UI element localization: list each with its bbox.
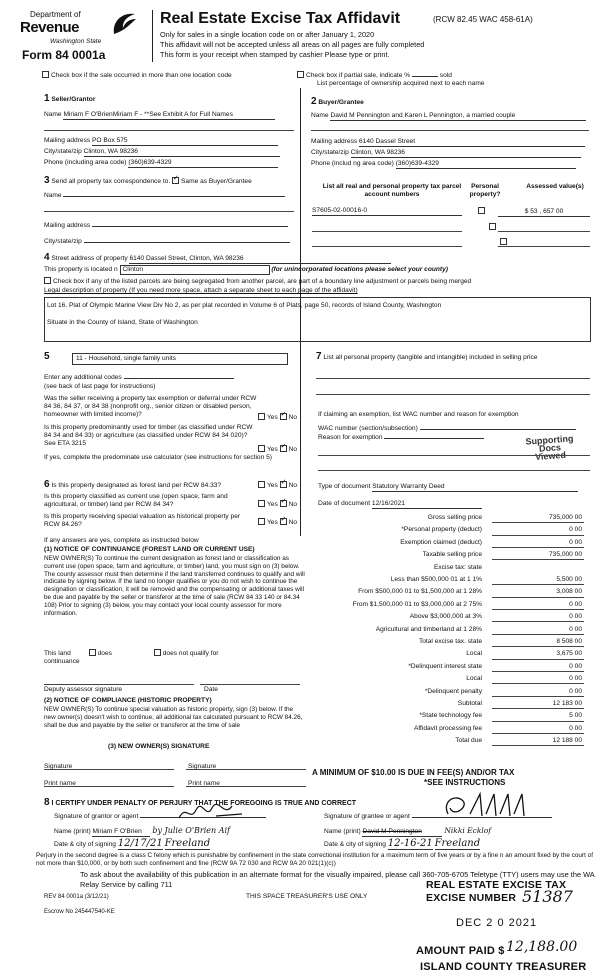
s3-city-field[interactable] — [84, 242, 290, 243]
tax-row-label: Above $3,000,000 at 3% — [409, 613, 482, 621]
stamp-date: DEC 2 0 2021 — [456, 917, 538, 929]
buyer-name[interactable]: David M Pennington and Karen L Pennington, a married couple — [330, 112, 586, 121]
header-line-2: This affidavit will not be accepted unless all areas on all pages are fully completed — [160, 40, 425, 49]
tax-row — [318, 613, 590, 625]
escrow-number: Escrow No 245447540-KE — [44, 909, 115, 915]
tax-row-label: Less than $500,000 01 at 1 1% — [390, 576, 482, 583]
tax-row-value[interactable]: 5,500 00 — [492, 576, 584, 585]
tax-row-label: Taxable selling price — [422, 551, 482, 559]
buyer-phone[interactable]: (360)639-4329 — [396, 160, 576, 169]
deputy-date-line[interactable] — [200, 684, 300, 685]
form-number: Form 84 0001a — [22, 48, 106, 62]
tax-row — [318, 576, 590, 588]
tax-correspondence-row: 3 Send all property tax correspondence to. ✓ Same as Buyer/Grantee — [44, 175, 252, 188]
tax-row — [318, 526, 590, 538]
legal-line-2: Situate in the County of Island, State of Washington — [47, 319, 198, 326]
location-row: This property is located n Clinton (for unincorporated locations please select your county) — [44, 265, 448, 275]
grantor-name-handwritten: by Julie O'Brien Aif — [152, 826, 231, 835]
buyer-mail-row: Mailing address 6140 Dassel Street — [311, 138, 585, 147]
notice-compliance-title: (2) NOTICE OF COMPLIANCE (HISTORIC PROPERTY) — [44, 697, 212, 704]
document-date[interactable]: 12/16/2021 — [372, 500, 482, 509]
minimum-due-note: A MINIMUM OF $10.00 IS DUE IN FEE(S) AND/OR TAX — [312, 768, 515, 777]
tax-row-label: *State technology fee — [419, 712, 482, 720]
header-line-1: Only for sales in a single location code on or after January 1, 2020 — [160, 30, 375, 39]
sold-label: sold — [439, 72, 452, 79]
seller-mail-row: Mailing address PO Box 575 — [44, 137, 278, 146]
grantor-date[interactable]: 12/17/21 — [117, 838, 163, 849]
parcel-number[interactable]: S7605-02-00016-0 — [312, 207, 462, 216]
logo-state: Washington State — [50, 38, 102, 45]
owner-signature-label-2: Signature — [188, 763, 217, 770]
wac-row: WAC number (section/subsection) — [318, 425, 576, 433]
assessed-row-1 — [498, 208, 590, 217]
certify-statement: 8 I CERTIFY UNDER PENALTY OF PERJURY THAT THE FOREGOING IS TRUE AND CORRECT — [44, 797, 357, 808]
grantor-name[interactable]: Miriam F O'Brien — [92, 828, 150, 837]
unincorporated-note: (for unincorporated locations please select your county) — [271, 266, 448, 273]
tax-row-value[interactable]: 12 183 00 — [492, 700, 584, 709]
segregated-checkbox[interactable] — [44, 277, 51, 284]
tax-row-value[interactable]: 0 00 — [492, 626, 584, 635]
parcel-row-1 — [312, 207, 462, 216]
tax-row-value[interactable]: 735,000 00 — [492, 514, 584, 523]
personal-property-checkbox-1[interactable] — [478, 207, 485, 214]
amount-paid-label: AMOUNT PAID $ — [416, 945, 505, 957]
document-date-row: Date of document 12/16/2021 — [318, 500, 482, 509]
supporting-docs-stamp: Supporting Docs Viewed — [525, 433, 574, 463]
partial-sale-checkbox[interactable] — [297, 71, 304, 78]
buyer-name-row: Name David M Pennington and Karen L Pennington, a married couple — [311, 112, 586, 121]
s6-question-1: 6 Is this property designated as forest land per RCW 84.33? — [44, 479, 222, 490]
seller-phone-row: Phone (including area code) (360)639-4329 — [44, 159, 278, 168]
tax-row-value[interactable]: 12 188 00 — [492, 737, 584, 746]
seller-heading: 1 Seller/Grantor — [44, 93, 96, 104]
parcel-row-2[interactable] — [312, 231, 462, 232]
logo-revenue: Revenue — [20, 19, 80, 36]
wac-field[interactable] — [420, 429, 576, 430]
grantee-date-row: Date & city of signing 12-16-21 Freeland — [324, 838, 481, 849]
s6-question-2: Is this property classified as current use (open space, farm and agricultural, or timber) land per RCW 84 34? — [44, 493, 228, 509]
land-use-code[interactable]: 11 - Household, single family units — [72, 353, 288, 365]
multi-location-label: Check box if the sale occurred in more than one location code — [51, 72, 232, 79]
s3-mail-field[interactable] — [92, 226, 288, 227]
tax-row — [318, 700, 590, 712]
s6-q3-yes[interactable] — [258, 518, 265, 525]
personal-col-header: Personal property? — [469, 183, 501, 199]
tax-row-label: Exemption claimed (deduct) — [400, 538, 482, 546]
tax-row-label: Subtotal — [457, 700, 482, 707]
tax-row-label: Local — [466, 675, 482, 683]
tax-row-label: Total due — [455, 737, 482, 745]
treasurer-use-only: THIS SPACE TREASURER'S USE ONLY — [246, 893, 368, 900]
s3-name-line-2 — [44, 211, 294, 212]
notice-compliance-body: NEW OWNER(S) To continue special valuation as historic property, sign (3) below. If the new owner(s) doesn't wish to continue, all additional tax calculated pursuant to RCW 84.26, shall be due and payable by the seller or transferor at the time of sale — [44, 706, 303, 729]
s5-question-2: Is this property predominantly used for timber (as classified under RCW 84 34 and 84 33) or agriculture (as classified under RCW 84 34 020)? See ETA 3215 — [44, 424, 253, 448]
excise-number: 51387 — [522, 887, 573, 906]
multi-location-check[interactable] — [42, 71, 232, 80]
s3-mail-row: Mailing address — [44, 222, 288, 230]
excise-stamp-title: REAL ESTATE EXCISE TAX — [426, 879, 567, 891]
property-street-row: 4 Street address of property 6140 Dassel Street, Clinton, WA 98236 — [44, 252, 391, 265]
s6-question-3: Is this property receiving special valuation as historical property per RCW 84.26? — [44, 513, 241, 529]
amount-paid: 12,188.00 — [506, 939, 578, 955]
tax-row — [318, 564, 590, 576]
tax-row-label: From $1,500,000 01 to $3,000,000 at 2 75% — [352, 600, 482, 608]
s5-q2-answers: Yes ✓ No — [258, 445, 297, 454]
document-type-row: Type of document Statutory Warranty Deed — [318, 483, 578, 492]
tax-row-value[interactable]: 0 00 — [492, 613, 584, 622]
document-type[interactable]: Statutory Warranty Deed — [372, 483, 578, 492]
personal-property-question: 7 List all personal property (tangible and intangible) included in selling price — [316, 351, 538, 362]
continuance-label: continuance — [44, 658, 80, 665]
reason-row: Reason for exemption — [318, 434, 484, 442]
tax-row-value[interactable]: 0 00 — [492, 539, 584, 548]
assessed-row-3[interactable] — [498, 246, 590, 247]
form-revision: REV 84 0001a (3/12/21) — [44, 894, 109, 900]
tax-row — [318, 712, 590, 724]
seller-city-row: City/state/zip Clinton, WA 98236 — [44, 148, 280, 157]
assessed-row-2[interactable] — [498, 231, 590, 232]
seller-city[interactable]: Clinton, WA 98236 — [84, 148, 280, 157]
tax-row — [318, 588, 590, 600]
tax-row — [318, 626, 590, 638]
tax-row-value[interactable]: 3,675 00 — [492, 650, 584, 659]
partial-pct-field[interactable] — [412, 76, 438, 77]
grantor-city[interactable]: Freeland — [164, 838, 211, 849]
tax-row-value[interactable]: 3,008 00 — [492, 588, 584, 597]
grantee-name-row: Name (print) David M Pennington Nikki Ecklof — [324, 826, 491, 837]
grantor-name-row: Name (print) Miriam F O'Brien by Julie O'Brien Aif — [54, 826, 230, 837]
seller-phone[interactable]: (360)639-4329 — [128, 159, 278, 168]
list-pct-note: List percentage of ownership acquired next to each name — [317, 80, 485, 87]
excise-number-label: EXCISE NUMBER — [426, 892, 517, 904]
s5-q1-no[interactable] — [280, 413, 287, 420]
tax-row-label: *Personal property (deduct) — [401, 526, 482, 534]
exemption-note: If claiming an exemption, list WAC number and reason for exemption — [318, 411, 519, 418]
tax-row-value[interactable]: 735,000 00 — [492, 551, 584, 560]
personal-property-line-1[interactable] — [316, 378, 590, 379]
seller-mail[interactable]: PO Box 575 — [92, 137, 278, 146]
owner-print-label-1: Print name — [44, 780, 76, 787]
s6-q1-yes[interactable] — [258, 481, 265, 488]
legal-description-label: Legal description of property (If you need more space, attach a separate sheet to each page of the affidavit) — [44, 287, 358, 294]
personal-property-checkbox-2[interactable] — [489, 223, 496, 230]
same-as-buyer-label: Same as Buyer/Grantee — [181, 178, 252, 185]
segregated-label: Check box if any of the listed parcels are being segregated from another parcel, are part of a boundary line adjustment or parcels being merged — [53, 278, 472, 285]
form-title: Real Estate Excise Tax Affidavit — [160, 10, 401, 27]
s5-question-1: Was the seller receiving a property tax exemption or deferral under RCW 84 36, 84 37, or 84 38 (nonprofit org., senior citizen or disabled person, homeowner with limited income)? — [44, 395, 257, 419]
tax-row-label: Gross selling price — [427, 514, 482, 521]
tax-row-value[interactable]: 0 00 — [492, 526, 584, 535]
owner-print-label-2: Print name — [188, 780, 220, 787]
tax-row-value[interactable]: 8 508 00 — [492, 638, 584, 647]
tax-row-label: Excise tax: state — [433, 563, 482, 571]
s5-q2-note: If yes, complete the predominate use calculator (see instructions for section 5) — [44, 454, 272, 461]
tax-row — [318, 675, 590, 687]
additional-codes-row: Enter any additional codes — [44, 374, 234, 382]
additional-codes-note: (see back of last page for instructions) — [44, 383, 156, 390]
tax-row-label: Total excise tax. state — [418, 638, 482, 645]
reason-line-2[interactable] — [318, 455, 590, 456]
deputy-date-label: Date — [204, 686, 218, 693]
s6-q3-answers: Yes ✓ No — [258, 518, 297, 527]
tax-row-label: Agricultural and timberland at 1 28% — [375, 625, 482, 633]
tax-row — [318, 650, 590, 662]
grantee-signature-scribble — [440, 790, 530, 822]
notice-continuance-body: NEW OWNER(S) To continue the current designation as forest land or classification as current use (open space, farm and agriculture, or timber) land, you must sign on (3) below. The county assessor must then determine if the land transferred continues to qualify and will indicate by signing below. If the land no longer qualifies or you do not wish to continue the designation or classification, it will be removed and the compensating or additional taxes will be due and payable by the seller or transferor at the time of sale (RCW 84 33 140 or 84.34 108) Prior to signing (3) below, you may contact your local county assessor for more information. — [44, 555, 305, 617]
s6-q1-answers: Yes ✓ No — [258, 481, 297, 490]
s5-q1-answers: Yes ✓ No — [258, 413, 297, 422]
this-land-row: This land does does not qualify for — [44, 650, 219, 657]
buyer-name-line-2 — [311, 130, 589, 131]
tax-row-value[interactable]: 0 00 — [492, 663, 584, 672]
buyer-mail[interactable]: 6140 Dassel Street — [359, 138, 585, 147]
header-line-3: This form is your receipt when stamped by cashier Please type or print. — [160, 50, 390, 59]
grantor-date-row: Date & city of signing 12/17/21 Freeland — [54, 838, 211, 849]
assessed-col-header: Assessed value(s) — [526, 183, 584, 190]
grantee-city[interactable]: Freeland — [434, 838, 481, 849]
buyer-city-row: City/state/zip Clinton, WA 98236 — [311, 149, 581, 158]
tax-row-label: From $500,000 01 to $1,500,000 at 1 28% — [358, 588, 482, 596]
property-street[interactable]: 6140 Dassel Street, Clinton, WA 98236 — [129, 255, 391, 264]
land-does-not-checkbox[interactable] — [154, 649, 161, 656]
tax-row — [318, 539, 590, 551]
tax-row-value[interactable]: 0 00 — [492, 725, 584, 734]
tax-row — [318, 551, 590, 563]
personal-property-checkbox-3[interactable] — [500, 238, 507, 245]
tax-row — [318, 688, 590, 700]
tax-row-label: Affidavit processing fee — [413, 724, 482, 732]
land-does-checkbox[interactable] — [89, 649, 96, 656]
legal-line-1: Lot 16. Plat of Olympic Marine View Div No 2, as per plat recorded in Volume 6 of Plats, page 50, records of Island County, Washington — [47, 302, 442, 309]
grantee-signature-row: Signature of grantee or agent — [324, 813, 552, 821]
tax-row — [318, 601, 590, 613]
s6-q2-yes[interactable] — [258, 500, 265, 507]
tax-row-label: *Delinquent interest state — [408, 662, 482, 670]
seller-name[interactable]: Miriam F O'BrienMiriam F - **See Exhibit A for Full Names — [63, 111, 275, 120]
assessed-value[interactable]: $ 53 , 657 00 — [498, 208, 590, 217]
tax-row-value[interactable]: 5 00 — [492, 712, 584, 721]
perjury-notice: Perjury in the second degree is a class C felony which is punishable by confinement in the state correctional institution for a maximum term of five years or by a fine n an amount fixed by the court of not more than $10,000, or by both such confinement and fine (RCW 9A 72 030 and RCW 9A 20 021(1)(c)) — [36, 852, 593, 867]
tax-row-label: *Delinquent penalty — [424, 687, 482, 695]
reason-line-3[interactable] — [318, 470, 590, 471]
s5-q2-yes[interactable] — [258, 445, 265, 452]
personal-property-line-2[interactable] — [316, 394, 590, 395]
deputy-label: Deputy assessor signature — [44, 686, 123, 693]
tax-row-value[interactable]: 0 00 — [492, 688, 584, 697]
availability-notice: To ask about the availability of this publication in an alternate format for the visually impaired, please call 360-705-6705 Teletype (TTY) users may use the WA Relay Service by calling 711 — [80, 870, 595, 889]
grantee-name-handwritten: Nikki Ecklof — [444, 826, 492, 835]
additional-codes-field[interactable] — [124, 378, 234, 379]
notice-continuance-title: (1) NOTICE OF CONTINUANCE (FOREST LAND OR CURRENT USE) — [44, 546, 255, 553]
swoosh-logo-icon — [110, 10, 138, 38]
tax-row — [318, 737, 590, 749]
s3-city-row: City/state/zip — [44, 238, 290, 246]
owner-signature-label-1: Signature — [44, 763, 73, 770]
grantor-signature-row: Signature of grantor or agent — [54, 813, 266, 821]
deputy-signature-line[interactable] — [44, 684, 194, 685]
s6-q2-answers: Yes ✓ No — [258, 500, 297, 509]
treasurer-stamp: ISLAND COUNTY TREASURER — [420, 961, 587, 973]
partial-sale-check[interactable] — [297, 71, 452, 80]
grantee-date[interactable]: 12-16-21 — [387, 838, 433, 849]
grantor-signature-scribble — [176, 802, 246, 824]
parcel-row-3[interactable] — [312, 246, 462, 247]
s5-q2-no[interactable] — [280, 445, 287, 452]
reason-field[interactable] — [384, 438, 484, 439]
section5-number: 5 — [44, 351, 50, 362]
tax-row-label: Local — [466, 650, 482, 658]
see-instructions: *SEE INSTRUCTIONS — [424, 778, 506, 787]
grantee-name[interactable]: David M Pennington — [362, 828, 442, 837]
partial-sale-label: Check box if partial sale, indicate % — [306, 72, 411, 79]
seller-name-row: Name Miriam F O'BrienMiriam F - **See Exhibit A for Full Names — [44, 111, 294, 120]
tax-row — [318, 514, 590, 526]
seller-name-line-2 — [44, 130, 294, 131]
legal-description-box[interactable] — [44, 297, 591, 342]
header-divider — [152, 10, 153, 62]
logo-dept: Department of — [30, 10, 81, 19]
tax-row-value[interactable]: 0 00 — [492, 675, 584, 684]
s3-name-field[interactable] — [63, 196, 285, 197]
tax-row — [318, 638, 590, 650]
buyer-heading: 2 Buyer/Grantee — [311, 96, 364, 107]
s6-q1-no[interactable] — [280, 481, 287, 488]
s6-q2-no[interactable] — [280, 500, 287, 507]
s3-name-row: Name — [44, 192, 285, 200]
new-owner-signature-title: (3) NEW OWNER(S) SIGNATURE — [108, 743, 210, 750]
multi-location-checkbox[interactable] — [42, 71, 49, 78]
tax-row — [318, 725, 590, 737]
same-as-buyer-checkbox[interactable] — [172, 177, 179, 184]
tax-row — [318, 663, 590, 675]
buyer-city[interactable]: Clinton, WA 98236 — [351, 149, 581, 158]
tax-row-value[interactable]: 0 00 — [492, 601, 584, 610]
buyer-phone-row: Phone (includ ng area code) (360)639-4329 — [311, 160, 576, 169]
any-yes-note: If any answers are yes, complete as instructed below — [44, 537, 199, 544]
s6-q3-no[interactable] — [280, 518, 287, 525]
segregated-row — [44, 277, 471, 286]
parcel-col-header: List all real and personal property tax parcel account numbers — [322, 183, 462, 199]
location-select[interactable]: Clinton — [120, 265, 270, 275]
s5-q1-yes[interactable] — [258, 413, 265, 420]
form-rcw: (RCW 82.45 WAC 458-61A) — [433, 15, 533, 24]
